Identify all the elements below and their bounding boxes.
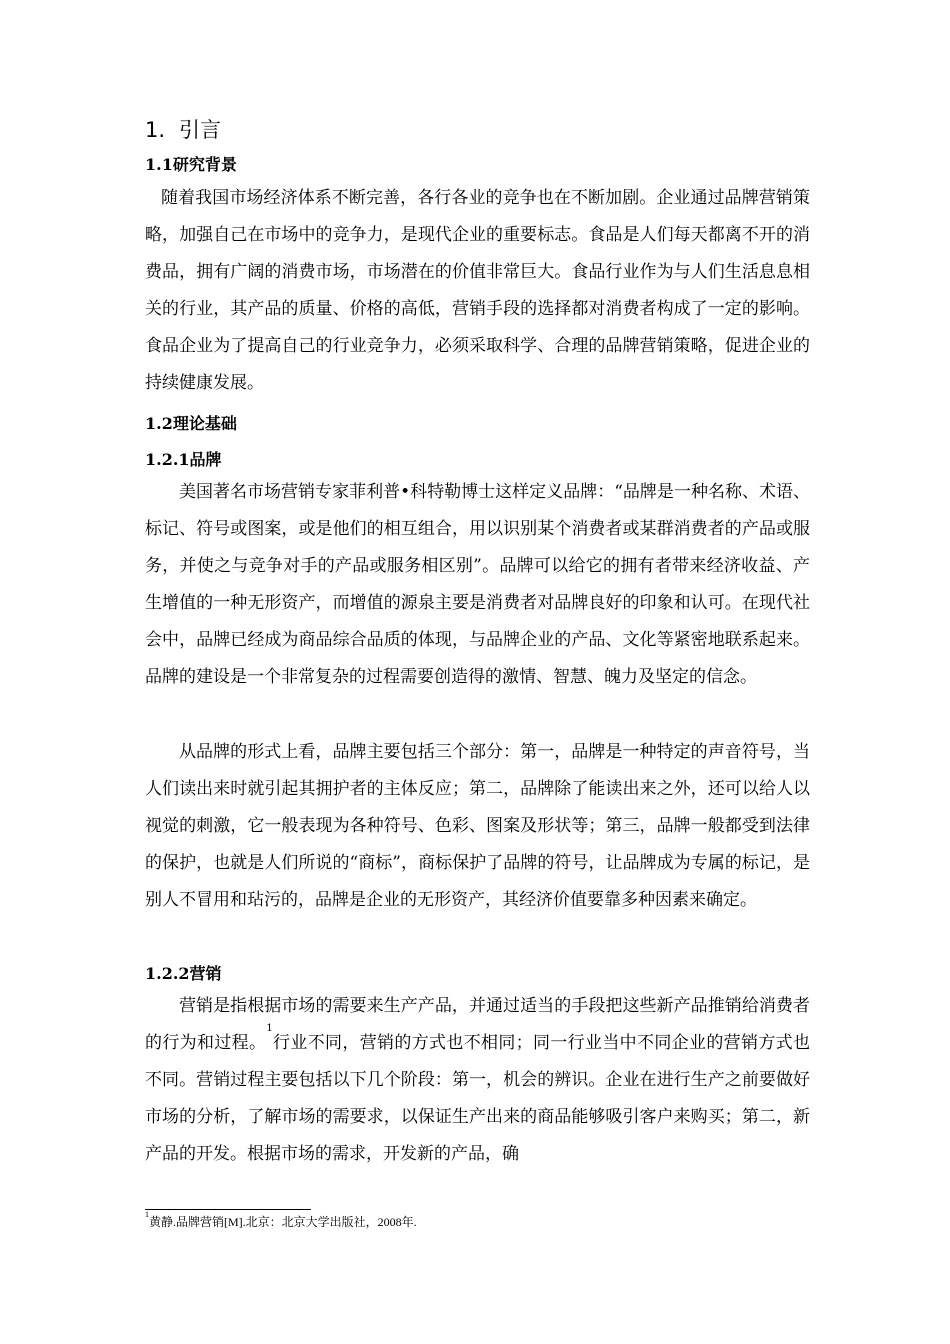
section-number: 1. <box>145 118 166 142</box>
footnote-mark: 1 <box>145 1210 149 1219</box>
paragraph-brand-form: 从品牌的形式上看，品牌主要包括三个部分：第一，品牌是一种特定的声音符号，当人们读出来时就引起其拥护者的主体反应；第二，品牌除了能读出来之外，还可以给人以视觉的刺激，它一般表现为各种符号、色彩、图案及形状等；第三，品牌一般都受到法律的保护，也就是人们所说的“商标”，商标保护了品牌的符号，让品牌成为专属的标记，是别人不冒用和玷污的，品牌是企业的无形资产，其经济价值要靠多种因素来确定。 <box>145 742 810 910</box>
subsection-heading-1-2: 1.2理论基础 <box>145 414 237 433</box>
footnote-separator <box>145 1209 311 1210</box>
marketing-text-part2: 行业不同，营销的方式也不相同；同一行业当中不同企业的营销方式也不同。营销过程主要包括以下几个阶段：第一，机会的辨识。企业在进行生产之前要做好市场的分析，了解市场的需要求，以保证生产出来的商品能够吸引客户来购买；第二，新产品的开发。根据市场的需求，开发新的产品，确 <box>145 1033 811 1164</box>
footnote <box>145 1210 417 1230</box>
footnote-text: 黄静.品牌营销[M].北京：北京大学出版社，2008年. <box>149 1215 417 1229</box>
paragraph-brand-definition: 美国著名市场营销专家菲利普•科特勒博士这样定义品牌：“品牌是一种名称、术语、标记、符号或图案，或是他们的相互组合，用以识别某个消费者或某群消费者的产品或服务，并使之与竞争对手的产品或服务相区别”。品牌可以给它的拥有者带来经济收益、产生增值的一种无形资产，而增值的源泉主要是消费者对品牌良好的印象和认可。在现代社会中，品牌已经成为商品综合品质的体现，与品牌企业的产品、文化等紧密地联系起来。品牌的建设是一个非常复杂的过程需要创造得的激情、智慧、魄力及坚定的信念。 <box>145 482 810 687</box>
subsection-heading-1-2-2: 1.2.2营销 <box>145 964 222 983</box>
section-title: 引言 <box>179 118 222 142</box>
section-heading-1 <box>145 114 221 144</box>
paragraph-marketing <box>145 988 810 1173</box>
marketing-text-part1: 营销是指根据市场的需要来生产产品，并通过适当的手段把这些新产品推销给消费者的行为和过程。 <box>145 996 810 1053</box>
subsection-heading-1-2-1: 1.2.1品牌 <box>145 450 222 469</box>
subsection-heading-1-1: 1.1研究背景 <box>145 155 237 174</box>
paragraph-research-background: 随着我国市场经济体系不断完善，各行各业的竞争也在不断加剧。企业通过品牌营销策略，加强自己在市场中的竞争力，是现代企业的重要标志。食品是人们每天都离不开的消费品，拥有广阔的消费市场，市场潜在的价值非常巨大。食品行业作为与人们生活息息相关的行业，其产品的质量、价格的高低，营销手段的选择都对消费者构成了一定的影响。食品企业为了提高自己的行业竞争力，必须采取科学、合理的品牌营销策略，促进企业的持续健康发展。 <box>145 188 810 393</box>
footnote-reference: 1 <box>266 1023 273 1034</box>
